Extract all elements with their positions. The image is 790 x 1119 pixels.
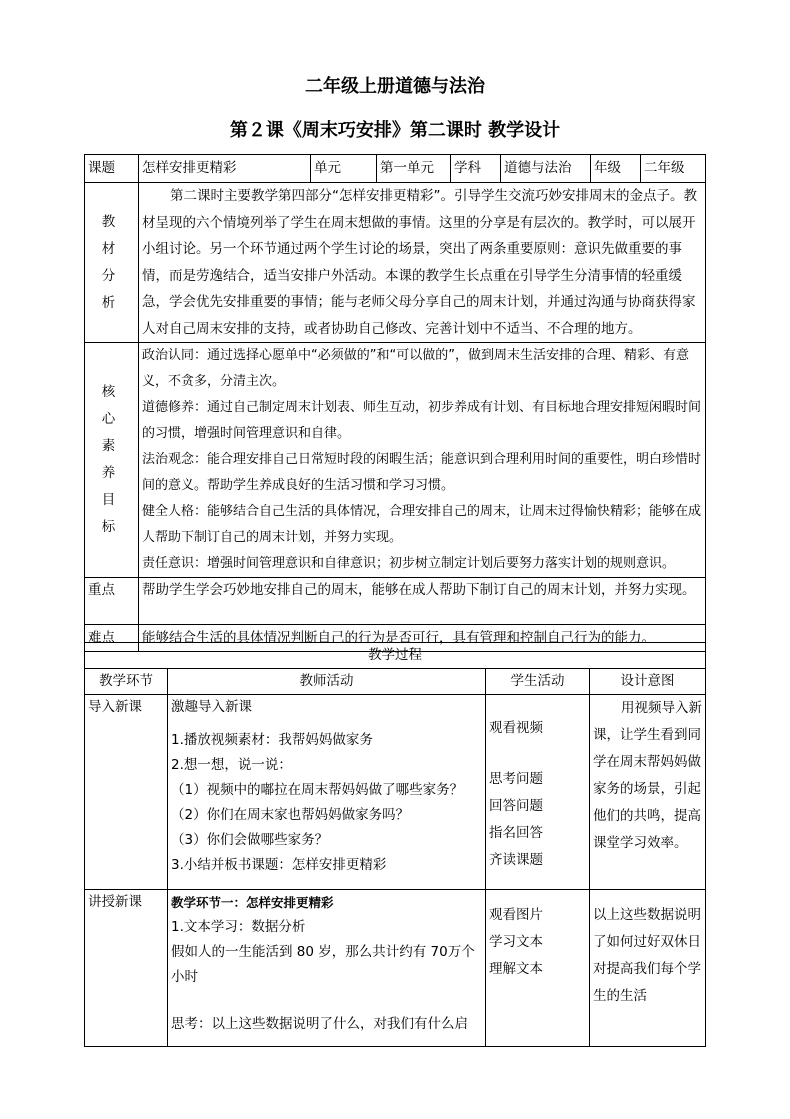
key-point-label: 重点 (85, 578, 139, 625)
teacher-activity-line: 假如人的一生能活到 80 岁，那么共计约有 70万个小时 (171, 944, 475, 985)
grade-value: 二年级 (641, 155, 706, 183)
teacher-activity-new-lesson (168, 890, 486, 1047)
teacher-activity-line: （1）视频中的嘟拉在周末帮妈妈做了哪些家务？ (171, 782, 464, 798)
student-activity-line: 观看视频 (489, 720, 543, 736)
literacy-item: 道德修养：通过自己制定周末计划表、师生互动，初步养成有计划、有目标地合理安排短闲暇时间的习惯，增强时间管理意识和自律。 (142, 400, 702, 441)
subject-value: 道德与法治 (501, 155, 591, 183)
design-intent-intro: 用视频导入新课，让学生看到同学在周末帮妈妈做家务的场景，引起他们的共鸣，提高课堂学习效率。 (590, 695, 706, 890)
literacy-item: 责任意识：增强时间管理意识和自律意识；初步树立制定计划后要努力落实计划的规则意识。 (142, 556, 676, 571)
stage-new-lesson: 讲授新课 (85, 890, 168, 1047)
teacher-activity-line: 3.小结并板书课题：怎样安排更精彩 (171, 857, 387, 873)
subject-label: 学科 (451, 155, 501, 183)
unit-label: 单元 (311, 155, 377, 183)
student-activity-new-lesson (486, 890, 590, 1047)
topic-value: 怎样安排更精彩 (139, 155, 311, 183)
student-activity-line: 观看图片 (489, 907, 543, 923)
student-activity-line: 指名回答 (489, 825, 543, 841)
student-activity-line: 齐读课题 (489, 852, 543, 868)
student-activity-line: 思考问题 (489, 771, 543, 787)
topic-label: 课题 (85, 155, 139, 183)
teacher-activity-line: （2）你们在周末家也帮妈妈做家务吗？ (171, 807, 410, 823)
difficulty-text: 能够结合生活的具体情况判断自己的行为是否可行，具有管理和控制自己行为的能力。 (139, 625, 706, 652)
unit-value: 第一单元 (377, 155, 451, 183)
header-teacher: 教师活动 (168, 669, 486, 695)
document-title: 二年级上册道德与法治 (305, 76, 485, 97)
analysis-label: 教 材 分 析 (85, 183, 139, 343)
header-student: 学生活动 (486, 669, 590, 695)
stage-intro: 导入新课 (85, 695, 168, 890)
document-subtitle: 第２课《周末巧安排》第二课时 教学设计 (229, 120, 561, 141)
lesson-info-table (84, 154, 706, 652)
grade-label: 年级 (591, 155, 641, 183)
teacher-activity-title: 教学环节一：怎样安排更精彩 (171, 895, 334, 910)
teacher-activity-title: 激趣导入新课 (171, 699, 252, 715)
process-title: 教学过程 (85, 643, 706, 669)
student-activity-intro (486, 695, 590, 890)
teacher-activity-line: （3）你们会做哪些家务？ (171, 832, 329, 848)
teacher-activity-question: 思考：以上这些数据说明了什么，对我们有什么启 (171, 1016, 468, 1032)
literacy-goals (139, 343, 706, 578)
analysis-text: 第二课时主要教学第四部分“怎样安排更精彩”。引导学生交流巧妙安排周末的金点子。教材呈现的六个情境列举了学生在周末想做的事情。这里的分享是有层次的。教学时，可以展开小组讨论。另一个环节通过两个学生讨论的场景，突出了两条重要原则：意识先做重要的事情，而是劳逸结合，适当安排户外活动。本课的教学生长点重在引导学生分清事情的轻重缓急，学会优先安排重要的事情；能与老师父母分享自己的周末计划，并通过沟通与协商获得家人对自己周末安排的支持，或者协助自己修改、完善计划中不适当、不合理的地方。 (139, 183, 706, 343)
header-stage: 教学环节 (85, 669, 168, 695)
literacy-label: 核 心 素 养 目 标 (85, 343, 139, 578)
header-intent: 设计意图 (590, 669, 706, 695)
student-activity-line: 回答问题 (489, 798, 543, 814)
literacy-item: 法治观念：能合理安排自己日常短时段的闲暇生活；能意识到合理利用时间的重要性，明白珍惜时间的意义。帮助学生养成良好的生活习惯和学习习惯。 (142, 452, 702, 493)
student-activity-line: 理解文本 (489, 961, 543, 977)
key-point-text: 帮助学生学会巧妙地安排自己的周末，能够在成人帮助下制订自己的周末计划，并努力实现。 (139, 578, 706, 625)
teacher-activity-intro (168, 695, 486, 890)
teacher-activity-line: 2.想一想，说一说： (171, 757, 292, 773)
teacher-activity-line: 1.文本学习：数据分析 (171, 919, 306, 935)
teacher-activity-line: 1.播放视频素材：我帮妈妈做家务 (171, 732, 373, 748)
design-intent-new-lesson: 以上这些数据说明了如何过好双休日对提高我们每个学生的生活 (590, 890, 706, 1047)
literacy-item: 政治认同：通过选择心愿单中“必须做的”和“可以做的”，做到周末生活安排的合理、精彩、有意义，不贪多，分清主次。 (142, 348, 689, 389)
student-activity-line: 学习文本 (489, 934, 543, 950)
difficulty-label: 难点 (85, 625, 139, 652)
literacy-item: 健全人格：能够结合自己生活的具体情况，合理安排自己的周末，让周末过得愉快精彩；能够在成人帮助下制订自己的周末计划，并努力实现。 (142, 504, 702, 545)
teaching-process-table (84, 642, 706, 1047)
